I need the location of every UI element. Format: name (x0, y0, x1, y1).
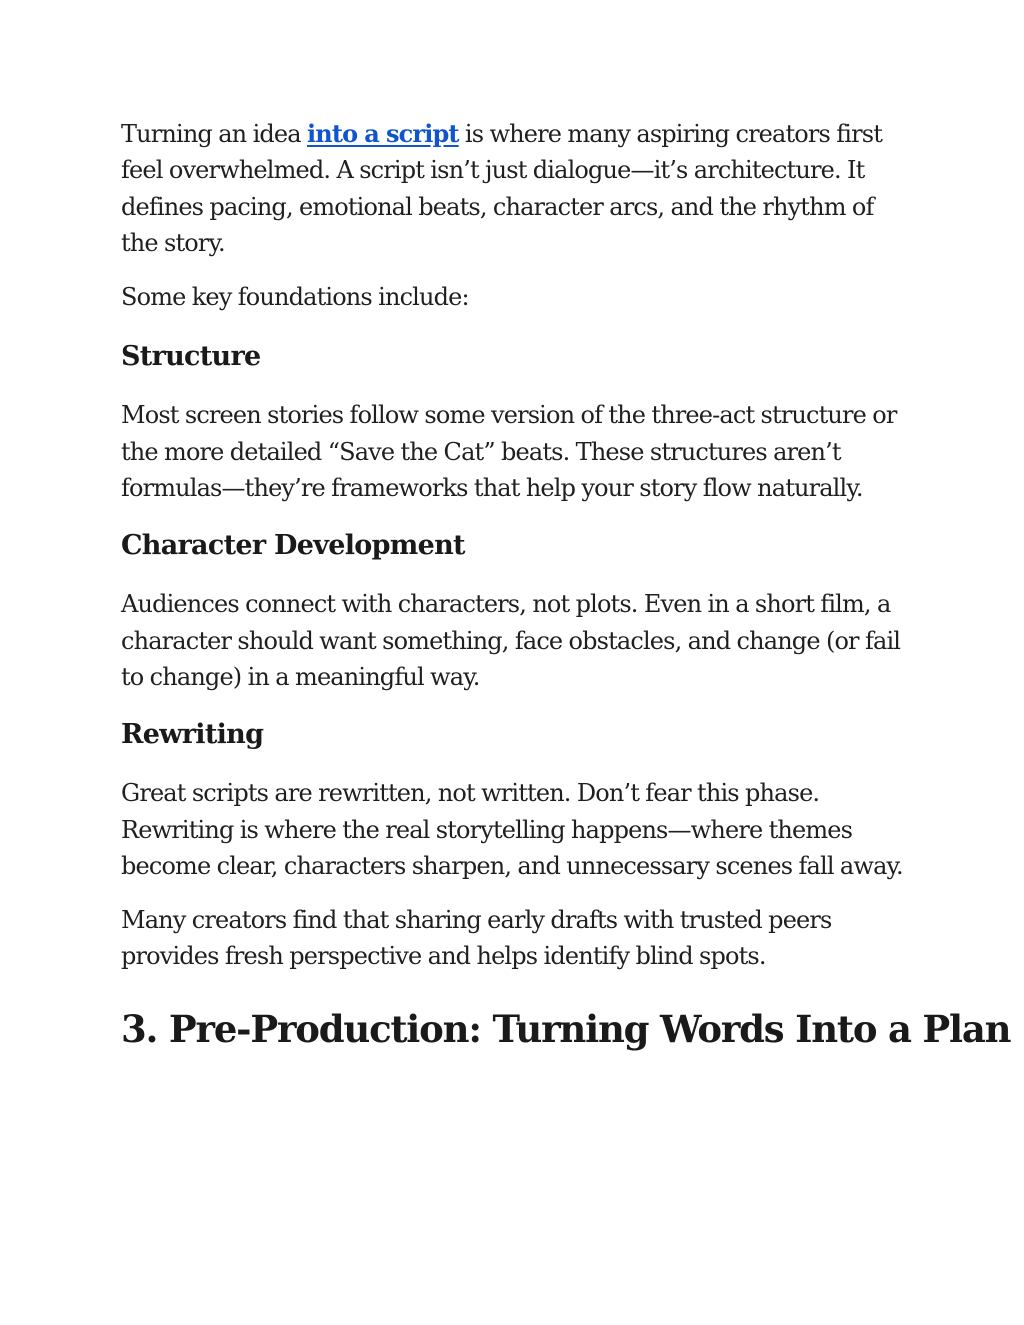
section-body-structure: Most screen stories follow some version of the three-act structure or the more detailed “Save the Cat” beats. These structures aren’t formulas—they’re frameworks that help your story flow naturally. (121, 401, 897, 503)
lead-in-paragraph: Some key foundations include: (121, 283, 469, 312)
section-heading-rewriting: Rewriting (121, 719, 264, 751)
document-page (121, 116, 1011, 1053)
into-a-script-link[interactable]: into a script (307, 119, 459, 148)
section-body-rewriting: Great scripts are rewritten, not written. Don’t fear this phase. Rewriting is where the real storytelling happens—where themes become clear, characters sharpen, and unnecessary scenes fall away. (121, 779, 903, 880)
intro-paragraph (121, 116, 911, 261)
intro-text-start: Turning an idea (121, 120, 307, 148)
section-heading-character-development: Character Development (121, 530, 465, 562)
next-section-heading: 3. Pre-Production: Turning Words Into a Plan (121, 1006, 1011, 1051)
section-body-character-development: Audiences connect with characters, not plots. Even in a short film, a character should want something, face obstacles, and change (or fail to change) in a meaningful way. (121, 590, 901, 691)
intro-text-end: is where many aspiring creators first feel overwhelmed. A script isn’t just dialogue—it’s architecture. It defines pacing, emotional beats, character arcs, and the rhythm of the story. (121, 120, 883, 257)
section-heading-structure: Structure (121, 341, 261, 373)
closing-paragraph: Many creators find that sharing early drafts with trusted peers provides fresh perspective and helps identify blind spots. (121, 906, 832, 971)
